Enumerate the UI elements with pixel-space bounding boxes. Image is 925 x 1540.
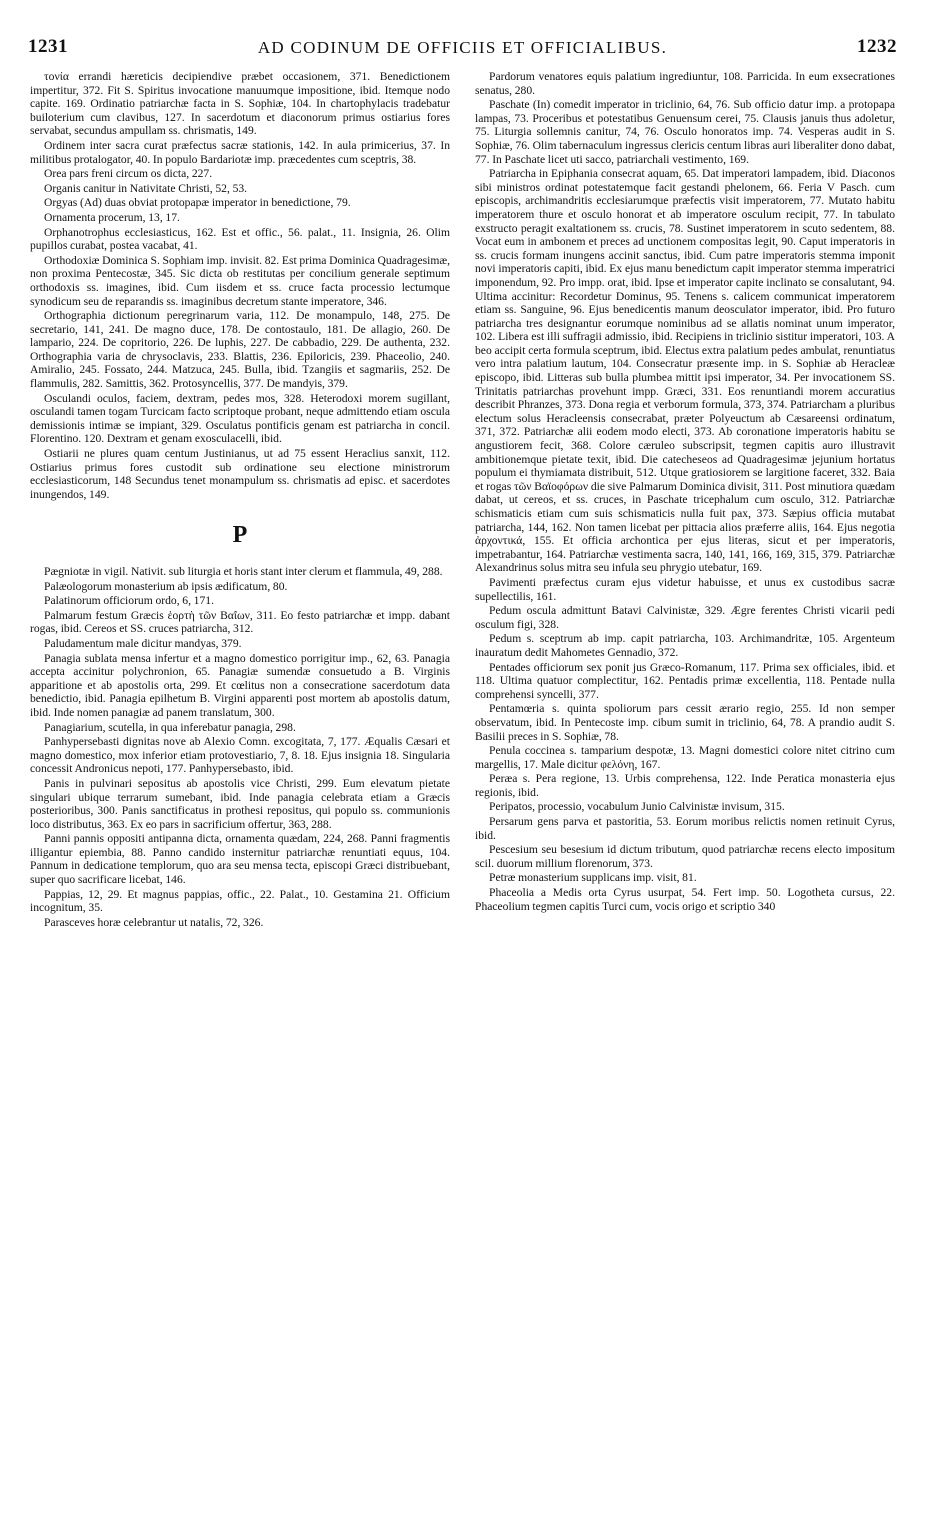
index-entry: Ordinem inter sacra curat præfectus sacræ stationis, 142. In aula primicerius, 37. In militibus protalogator, 40. In populo Bardariotæ imp. præcedentes cum sceptris, 38.	[30, 138, 450, 166]
index-entry: Orea pars freni circum os dicta, 227.	[44, 167, 213, 181]
index-entry: Panagia sublata mensa infertur et a magno domestico porrigitur imp., 62, 63. Panagia accepta accinitur polychronion, 65. Panagiæ sumendæ consuetudo a B. Virginis apparitione et ab apostolis orta, 299. Et cœlitus non a consecratione sacerdotum data benedictio, ibid. Panagia epilhetum B. Virgini apparenti post mortem ab apostolis datum, ibid. Inde nomen panagiæ ad panem translatum, 300.	[30, 651, 450, 719]
running-title: AD CODINUM DE OFFICIIS ET OFFICIALIBUS.	[257, 38, 668, 57]
left-page-number: 1231	[28, 36, 68, 57]
right-column	[475, 70, 895, 1530]
index-entry: Palmarum festum Græcis ἑορτὴ τῶν Βαΐων, 311. Eo festo patriarchæ et impp. dabant rogas, ibid. Cereos et SS. cruces patriarcha, 312.	[30, 608, 450, 636]
index-entry: Pappias, 12, 29. Et magnus pappias, offic., 22. Palat., 10. Gestamina 21. Officium incognitum, 35.	[30, 887, 450, 915]
index-entry: Palæologorum monasterium ab ipsis ædificatum, 80.	[44, 579, 288, 593]
index-entry: Pardorum venatores equis palatium ingrediuntur, 108. Parricida. In eum exsecrationes senatus, 280.	[475, 70, 895, 97]
index-entry: Ornamenta procerum, 13, 17.	[44, 210, 180, 224]
entries-p	[30, 565, 450, 929]
entries-o	[30, 70, 450, 501]
index-entry: Pedum s. sceptrum ab imp. capit patriarcha, 103. Archimandritæ, 105. Argenteum inauratum dedit Mahometes Gennadio, 372.	[475, 632, 895, 659]
index-entry: Petræ monasterium supplicans imp. visit, 81.	[489, 871, 697, 885]
index-entry: Osculandi oculos, faciem, dextram, pedes mos, 328. Heterodoxi morem sugillant, osculandi tamen togam Turcicam facto scriptoque probant, neque admittendo etiam oscula demissionis intimæ se impiant, 329. Osculatus pontificis genam est patriarcha in concil. Florentino. 120. Dextram et genam exosculacelli, ibid.	[30, 391, 450, 446]
index-entry: Parasceves horæ celebrantur ut natalis, 72, 326.	[44, 915, 264, 929]
index-entry: Orgyas (Ad) duas obviat protopapæ imperator in benedictione, 79.	[44, 196, 351, 210]
index-entry: τονία errandi hæreticis decipiendive præbet occasionem, 371. Benedictionem impertitur, 372. Fit S. Spiritus invocatione manuumque impositione, ibid. Itemque nodo capite. 169. Ordinatio patriarchæ facta in S. Sophiæ, 104. In chartophylacis tradebatur builoterium cum clavibus, 127. In sacerdotum et diaconorum primus ostiarius fores servabat, secundus ampullam ss. chrismatis, 149.	[30, 70, 450, 138]
index-entry: Patriarcha in Epiphania consecrat aquam, 65. Dat imperatori lampadem, ibid. Diaconos sibi ministros ordinat potestatemque facit gestandi phelonem, 66. Feria V Pasch. cum episcopis, archimandritis ecclesiarumque præfectis visit imperatorem, 77. Mutato habitu imperatorem thure et osculo honorat et ab imperatore osculum recipit, 77. In tabulato exstructo peragit exaltationem ss. crucis, 78. Sustinet imperatorem in scuto sedentem, 88. Vocat eum in ambonem et preces ad unctionem compositas legit, 90. Caput imperatoris in ss. crucis formam inungens accinit sanctus, ibid. Cum patre imperatoris stemma imponit novi imperatoris capiti, ibid. Ex ejus manu benedictum capit imperator stemma imperatrici imponendum, 92. Pro impp. orat, ibid. Ipse et imperator capite inclinato se consalutant, 94. Ultima accinitur: Recordetur Dominus, 95. Tenens s. calicem communicat imperatorem etiam ss. Sanguine, 96. Ejus benedicentis manum deosculator imperator, ibid. Pro futuro patriarcha tres designantur eorumque nominibus ad se allatis nominat unum imperator, 102. Libera est illi suffragii admissio, ibid. Recipiens in triclinio sistitur imperatori, 103. A beo accipit certa formula sceptrum, ibid. Electus extra palatium pedes ambulat, renuntiatus vero intra palatium lautum, 104. Consecratur præsente imp. in S. Sophiæ ab Heracleæ episcopo, ibid. Litteras sub bulla plumbea mittit ipsi imperator, 34. Per invocationem SS. Trinitatis patriarchas provehunt impp. Græci, 331. Eos renuntiandi morem accuratius describit Phranzes, 373. Dona regia et verborum formula, 373, 374. Patriarcham a pluribus electum solus Heracleensis consecrabat, præter Polyeuctum ab Cæsareensi ordinatum, 371, 372. Patriarchæ alii eodem modo electi, 373. Ab coronatione imperatoris habitu se angustiorem fecit, 368. Colore cæruleo subscripsit, tegmen capitis auro illustravit ambitionemque pietate texit, ibid. Die catecheseos ad Quadragesimæ jejunium hortatus populum ei thymiamata distribuit, 512. Utque gratiosiorem se largitione faceret, 332. Baia et rogas τῶν Βαϊοφόρων die sive Palmarum Dominica divisit, 311. Post minutiora quædam dabat, ut cereos, et ss. cruces, in Paschate tricephalum cum osculo, 312. Patriarchæ schismaticis etiam cum suis schismaticis nulla fuit pax, 373. Sæpius officia mutabat patriarcha, 144, 162. Non tamen licebat per pittacia alios præferre aliis, 164. Ejus negotia ἀρχοντικά, 155. Et officia archontica per ejus literas, sicut et per imperatoris, impetrabantur, 164. Patriarchæ vestimenta sacra, 140, 141, 166, 169, 315, 379. Patriarchæ Alexandrinus solus mitra seu infula seu phrygio utebatur, 169.	[475, 167, 895, 575]
index-entry: Orphanotrophus ecclesiasticus, 162. Est et offic., 56. palat., 11. Insignia, 26. Olim pupillos curabat, postea vacabat, 41.	[30, 225, 450, 253]
page-header	[28, 36, 897, 62]
index-entry: Paschate (In) comedit imperator in triclinio, 64, 76. Sub officio datur imp. a protopapa lampas, 73. Proceribus et potestatibus Genuensum cerei, 75. Clausis januis thus adoletur, 75. Liturgia sollemnis canitur, 74, 76. Osculo honoratos imp. 74. Vesperas audit in S. Sophiæ, 76. Olim tabernaculum ingressus clericis centum libras auri liberaliter dono dabat, 77. In Paschate licet uti sacco, patriarchali vestimento, 169.	[475, 98, 895, 166]
index-entry: Pedum oscula admittunt Batavi Calvinistæ, 329. Ægre ferentes Christi vicarii pedi osculum figi, 328.	[475, 604, 895, 631]
index-entry: Palatinorum officiorum ordo, 6, 171.	[44, 594, 214, 608]
index-entry: Paludamentum male dicitur mandyas, 379.	[44, 636, 242, 650]
entries-right	[475, 70, 895, 913]
index-entry: Persarum gens parva et pastoritia, 53. Eorum moribus relictis nomen retinuit Cyrus, ibid.	[475, 815, 895, 842]
index-entry: Penula coccinea s. tamparium despotæ, 13. Magni domestici colore nitet citrino cum margellis, 17. Male dicitur φελόνη, 167.	[475, 744, 895, 771]
index-entry: Panhypersebasti dignitas nove ab Alexio Comn. excogitata, 7, 177. Æqualis Cæsari et magno domestico, mox inferior etiam protovestiario, 7, 8. 18. Ejus insignia 18. Singularia concessit Andronicus nepoti, 177. Panhypersebasto, ibid.	[30, 735, 450, 776]
index-entry: Phaceolia a Medis orta Cyrus usurpat, 54. Fert imp. 50. Logotheta cursus, 22. Phaceolium tegmen capitis Turci cum, vocis origo et scriptio 340	[475, 886, 895, 913]
index-entry: Orthodoxiæ Dominica S. Sophiam imp. invisit. 82. Est prima Dominica Quadragesimæ, non proxima Pentecostæ, 345. Sic dicta ob restitutas per concilium generale septimum orthodoxis ss. imagines, ibid. Cum iisdem et ss. cruce facta processio lectumque synodicum seu de reparandis ss. imaginibus decretum stante imperatore, 346.	[30, 253, 450, 308]
section-letter: P	[232, 522, 248, 549]
left-column	[30, 70, 450, 1530]
index-entry: Pægniotæ in vigil. Nativit. sub liturgia et horis stant inter clerum et flammula, 49, 288.	[44, 565, 443, 578]
index-entry: Pescesium seu besesium id dictum tributum, quod patriarchæ recens electo impositum scil. duorum millium florenorum, 373.	[475, 843, 895, 870]
index-entry: Panni pannis oppositi antipanna dicta, ornamenta quædam, 224, 268. Panni fragmentis illigantur epiembia, 88. Panno candido insternitur patriarchæ renuntiati equus, 104. Pannum in dedicatione templorum, quo ara seu mensa tecta, episcopi Græci distribuebant, super quo sacrificare licebat, 146.	[30, 832, 450, 887]
index-entry: Peræa s. Pera regione, 13. Urbis comprehensa, 122. Inde Peratica monasteria ejus regionis, ibid.	[475, 772, 895, 799]
index-entry: Pentades officiorum sex ponit jus Græco-Romanum, 117. Prima sex officiales, ibid. et 118. Ultima quatuor complectitur, 162. Pentadis primæ excellentia, 118. Pentade nulla comprehensi syncelli, 377.	[475, 660, 895, 701]
index-entry: Pavimenti præfectus curam ejus videtur habuisse, et unus ex custodibus sacræ supellectilis, 161.	[475, 575, 895, 603]
index-entry: Organis canitur in Nativitate Christi, 52, 53.	[44, 181, 248, 195]
index-entry: Panagiarium, scutella, in qua inferebatur panagia, 298.	[44, 720, 296, 734]
right-page-number: 1232	[857, 36, 897, 57]
index-entry: Orthographia dictionum peregrinarum varia, 112. De monampulo, 148, 275. De secretario, 141, 241. De magno duce, 178. De contostaulo, 181. De allagio, 260. De lampario, 224. De copritorio, 226. De luphis, 227. De cabbadio, 229. De authenta, 232. Orthographia varia de chrysoclavis, 233. Blattis, 236. Epiloricis, 239. Phaceolio, 240. Amiralio, 245. Fossato, 244. Matzuca, 245. Bulla, ibid. Tzangiis et sagmariis, 252. De flammulis, 282. Samittis, 362. Protosyncellis, 377. De mandyis, 379.	[30, 309, 450, 391]
index-entry: Panis in pulvinari sepositus ab apostolis vice Christi, 299. Eum elevatum pietate singulari ubique terrarum sumebant, ibid. Inde panagia celebrata etiam a Græcis posterioribus, 300. Panis sanctificatus in prothesi repositus, qui populo ss. communionis loco distributus, 363. Ex eo pars in sacrificium offertur, 363, 288.	[30, 776, 450, 831]
index-entry: Pentamœria s. quinta spoliorum pars cessit ærario regio, 255. Id non semper observatum, ibid. In Pentecoste imp. cibum sumit in triclinio, 64, 78. A prandio audit S. Basilii preces in S. Sophiæ, 78.	[475, 702, 895, 743]
index-entry: Ostiarii ne plures quam centum Justinianus, ut ad 75 essent Heraclius sanxit, 112. Ostiarius primus fores custodit sub ordinatione seu electione ministrorum ecclesiasticorum, 148 Secundus tenet monampulum ss. chrismatis ad episc. et sacerdotes inungendos, 149.	[30, 447, 450, 501]
index-entry: Peripatos, processio, vocabulum Junio Calvinistæ invisum, 315.	[489, 800, 785, 814]
